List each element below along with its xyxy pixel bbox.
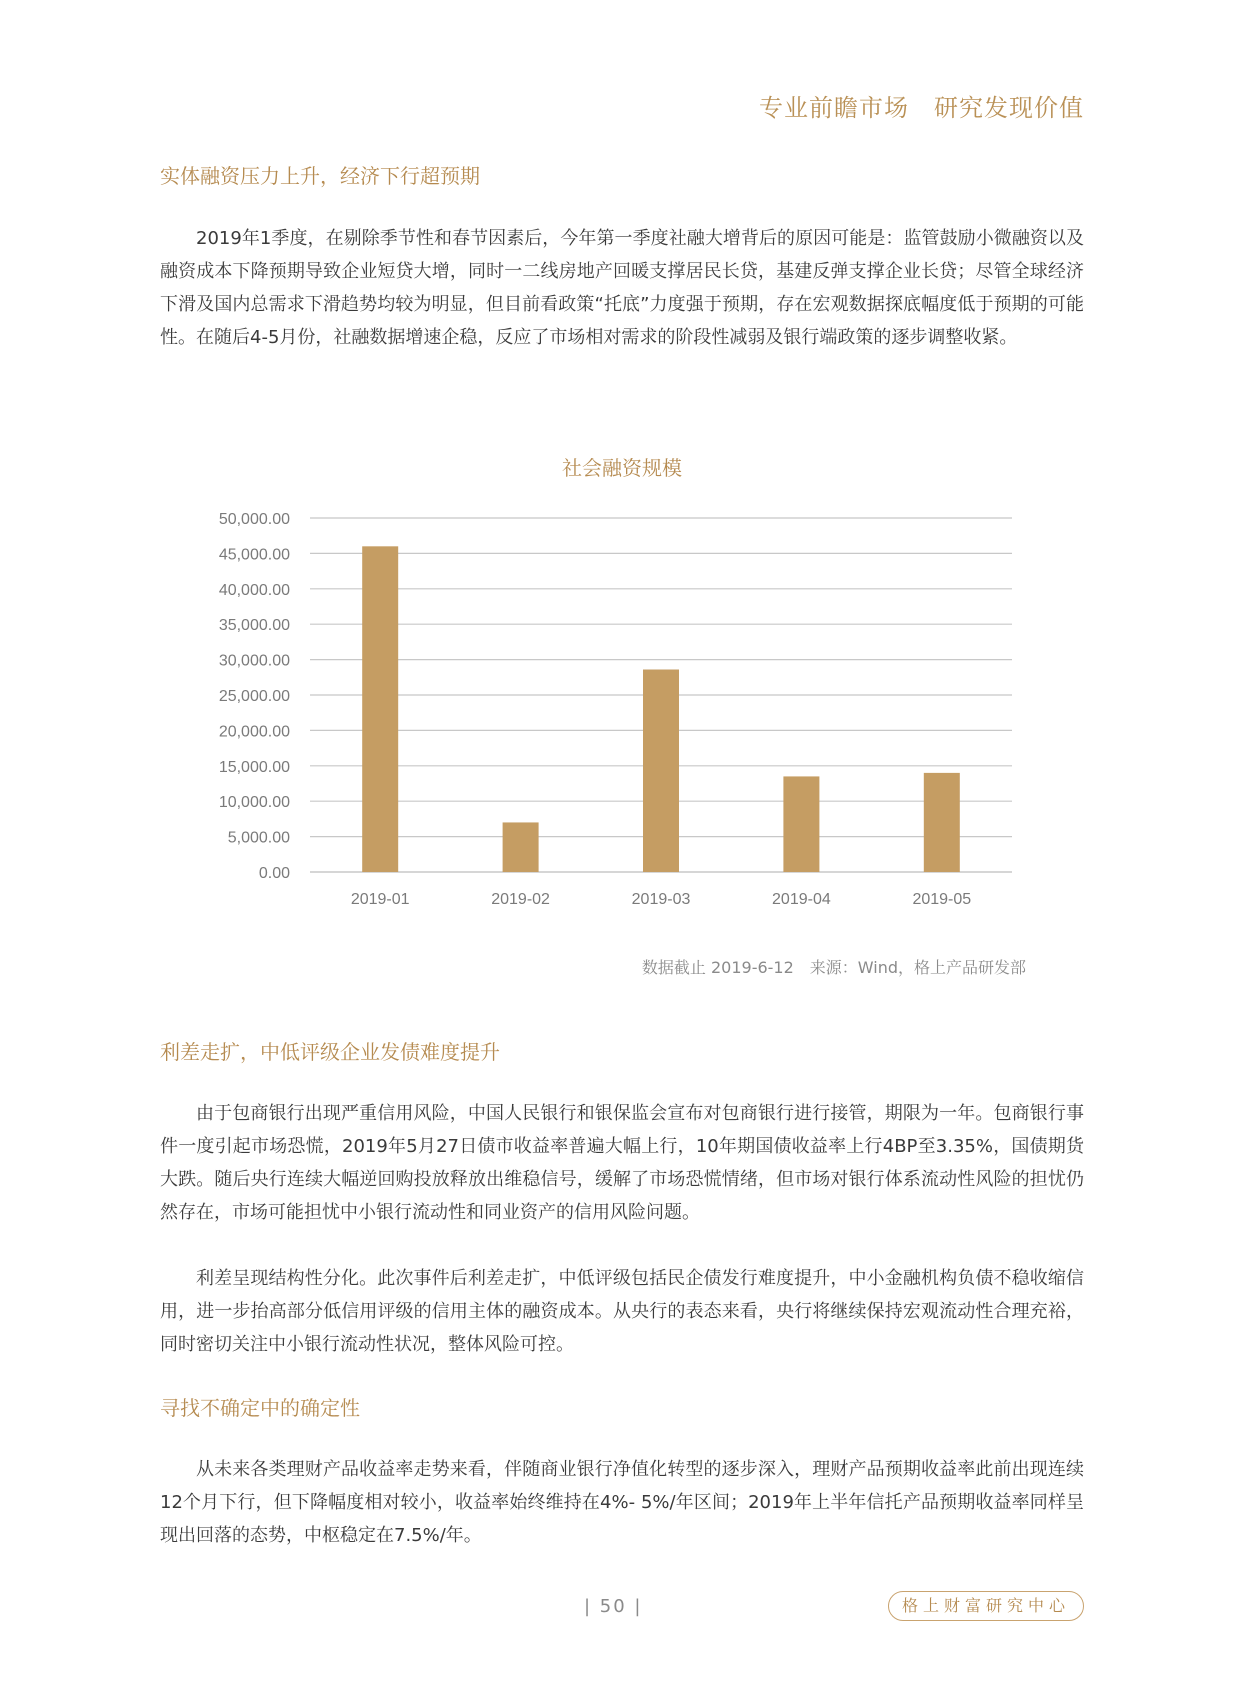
bar-2019-04: [783, 776, 819, 872]
x-tick-label: 2019-03: [631, 891, 691, 908]
y-tick-label: 35,000.00: [218, 617, 290, 635]
chart-title: 社会融资规模: [562, 456, 682, 480]
paragraph-financing: 2019年1季度，在剔除季节性和春节因素后，今年第一季度社融大增背后的原因可能是：监管鼓励小微融资以及融资成本下降预期导致企业短贷大增，同时一二线房地产回暖支撑居民长贷，基建反弹支撑企业长贷；尽管全球经济下滑及国内总需求下滑趋势均较为明显，但目前看政策“托底”力度强于预期，存在宏观数据探底幅度低于预期的可能性。在随后4-5月份，社融数据增速企稳，反应了市场相对需求的阶段性减弱及银行端政策的逐步调整收紧。: [160, 228, 1084, 348]
bar-2019-02: [503, 822, 539, 872]
header-slogan: 专业前瞻市场 研究发现价值: [759, 94, 1084, 122]
x-tick-label: 2019-04: [772, 891, 831, 908]
paragraph-spread-1: 由于包商银行出现严重信用风险，中国人民银行和银保监会宣布对包商银行进行接管，期限为一年。包商银行事件一度引起市场恐慌，2019年5月27日债市收益率普遍大幅上行，10年期国债收益率上行4BP至3.35%，国债期货大跌。随后央行连续大幅逆回购投放释放出维稳信号，缓解了市场恐慌情绪，但市场对银行体系流动性风险的担忧仍然存在，市场可能担忧中小银行流动性和同业资产的信用风险问题。: [160, 1103, 1084, 1223]
bar-2019-01: [362, 546, 398, 872]
y-tick-label: 20,000.00: [218, 723, 290, 741]
y-tick-label: 10,000.00: [218, 794, 290, 812]
y-tick-label: 25,000.00: [218, 688, 290, 705]
y-tick-label: 50,000.00: [218, 511, 290, 528]
paragraph-certainty: 从未来各类理财产品收益率走势来看，伴随商业银行净值化转型的逐步深入，理财产品预期收益率此前出现连续12个月下行，但下降幅度相对较小，收益率始终维持在4%- 5%/年区间；2019年上半年信托产品预期收益率同样呈现出回落的态势，中枢稳定在7.5%/年。: [160, 1459, 1084, 1546]
paragraph-spread-2: 利差呈现结构性分化。此次事件后利差走扩，中低评级包括民企债发行难度提升，中小金融机构负债不稳收缩信用，进一步抬高部分低信用评级的信用主体的融资成本。从央行的表态来看，央行将继续保持宏观流动性合理充裕，同时密切关注中小银行流动性状况，整体风险可控。: [160, 1268, 1084, 1355]
y-tick-label: 40,000.00: [218, 581, 290, 599]
x-tick-label: 2019-02: [491, 891, 550, 908]
page-number: | 50 |: [584, 1596, 643, 1617]
x-tick-label: 2019-01: [350, 891, 410, 908]
y-tick-label: 30,000.00: [218, 652, 290, 670]
bar-2019-03: [643, 670, 679, 872]
section-heading-certainty: 寻找不确定中的确定性: [160, 1396, 360, 1420]
footer-brand-badge: 格上财富研究中心: [888, 1591, 1084, 1621]
x-tick-label: 2019-05: [912, 891, 972, 908]
y-tick-label: 15,000.00: [218, 758, 290, 776]
y-tick-label: 5,000.00: [227, 829, 290, 847]
y-tick-label: 0.00: [258, 865, 290, 882]
chart-source-note: 数据截止 2019-6-12 来源：Wind，格上产品研发部: [641, 958, 1026, 977]
section-heading-spread: 利差走扩，中低评级企业发债难度提升: [160, 1040, 500, 1064]
section-heading-financing: 实体融资压力上升，经济下行超预期: [160, 164, 480, 188]
bar-2019-05: [924, 773, 960, 872]
y-tick-label: 45,000.00: [218, 546, 290, 564]
